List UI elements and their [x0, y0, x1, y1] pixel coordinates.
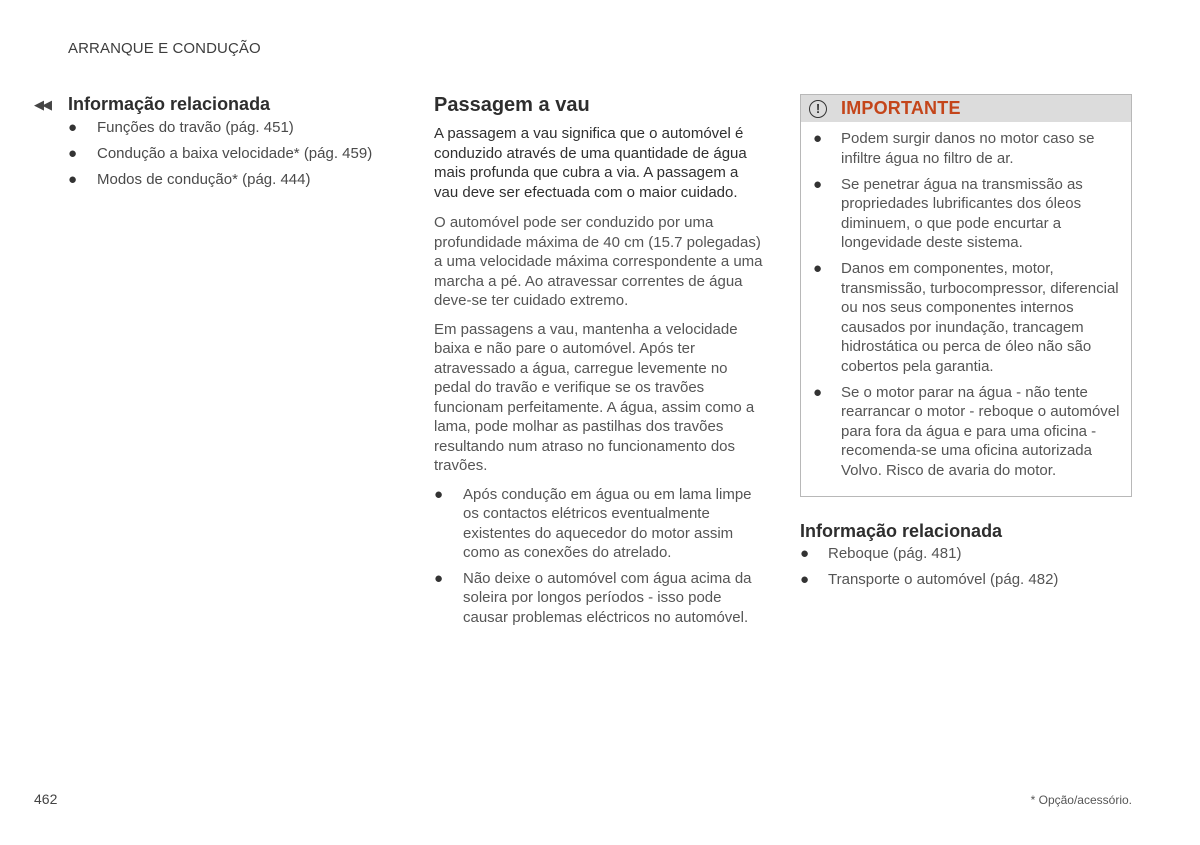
related-link[interactable] — [68, 170, 394, 190]
list-item-text: Podem surgir danos no motor caso se infiltre água no filtro de ar. — [841, 130, 1095, 167]
related-link-text: Reboque (pág. 481) — [828, 544, 962, 562]
section-header: ARRANQUE E CONDUÇÃO — [68, 40, 261, 57]
related-link[interactable] — [68, 144, 394, 164]
lead-paragraph: A passagem a vau significa que o automóvel é conduzido através de uma quantidade de água mais profunda que cubra a via. A passagem a vau deve ser efectuada com o maior cuidado. — [434, 125, 747, 201]
important-notice-box — [800, 94, 1132, 497]
list-item — [813, 259, 1121, 376]
related-link-text: Modos de condução* (pág. 444) — [97, 171, 311, 188]
warning-circle-icon: ! — [809, 100, 827, 118]
bullet-icon: ● — [434, 569, 444, 587]
bullet-icon: ● — [434, 485, 444, 503]
list-item — [813, 175, 1121, 253]
related-link[interactable] — [68, 118, 394, 138]
list-item — [813, 383, 1121, 481]
footnote: * Opção/acessório. — [1030, 793, 1132, 807]
middle-column — [434, 94, 764, 633]
related-info-heading: Informação relacionada — [800, 520, 1003, 541]
double-chevron-left-icon[interactable]: ◀◀ — [34, 96, 50, 112]
list-item-text: Se penetrar água na transmissão as propriedades lubrificantes dos óleos diminuem, o que pode encurtar a longevidade deste sistema. — [841, 175, 1083, 251]
notice-header — [801, 95, 1131, 122]
bullet-icon: ● — [813, 260, 823, 277]
body-paragraph: Em passagens a vau, mantenha a velocidade baixa e não pare o automóvel. Após ter atravessado a água, carregue levemente no pedal do travão e verifique se os travões funcionam perfeitamente. A água, assim como a lama, pode molhar as pastilhas dos travões resultando num atraso no funcionamento dos travões. — [434, 320, 755, 474]
related-link[interactable] — [800, 544, 1132, 564]
related-link[interactable] — [800, 570, 1132, 590]
list-item-text: Após condução em água ou em lama limpe os contactos elétricos eventualmente existentes do aquecedor do motor assim como as conexões do atrelado. — [463, 485, 752, 561]
related-info-header — [34, 94, 394, 115]
related-link-text: Transporte o automóvel (pág. 482) — [828, 570, 1059, 588]
bullet-icon: ● — [813, 175, 823, 193]
list-item — [434, 485, 764, 563]
bullet-icon: ● — [68, 119, 78, 136]
left-column — [34, 94, 394, 196]
related-links-list — [68, 118, 394, 190]
list-item-text: Se o motor parar na água - não tente rearrancar o motor - reboque o automóvel para fora da água e para uma oficina - recomenda-se uma oficina autorizada Volvo. Risco de avaria do motor. — [841, 383, 1120, 479]
related-info-heading: Informação relacionada — [68, 94, 271, 114]
instruction-list — [434, 485, 764, 628]
related-links-list — [800, 544, 1132, 590]
list-item — [813, 129, 1121, 168]
related-link-text: Condução a baixa velocidade* (pág. 459) — [97, 145, 373, 162]
bullet-icon: ● — [813, 383, 823, 401]
notice-title: IMPORTANTE — [841, 98, 961, 118]
bullet-icon: ● — [68, 171, 78, 188]
right-column — [800, 94, 1132, 596]
list-item-text: Não deixe o automóvel com água acima da soleira por longos períodos - isso pode causar problemas eléctricos no automóvel. — [463, 569, 752, 626]
page-number: 462 — [34, 791, 58, 807]
related-link-text: Funções do travão (pág. 451) — [97, 119, 294, 136]
body-paragraph: O automóvel pode ser conduzido por uma profundidade máxima de 40 cm (15.7 polegadas) a uma velocidade máxima correspondente a uma marcha a pé. Ao atravessar correntes de água deve-se ter cuidado extremo. — [434, 214, 763, 309]
list-item — [434, 569, 764, 628]
bullet-icon: ● — [800, 544, 810, 562]
bullet-icon: ● — [813, 130, 823, 147]
section-title: Passagem a vau — [434, 94, 590, 116]
notice-list — [801, 122, 1131, 496]
list-item-text: Danos em componentes, motor, transmissão, turbocompressor, diferencial ou nos seus componentes internos causados por inundação, trancagem hidrostática ou perca de óleo não são cobertos pela garantia. — [841, 260, 1119, 375]
bullet-icon: ● — [800, 570, 810, 588]
bullet-icon: ● — [68, 145, 78, 162]
related-info-section — [800, 521, 1132, 590]
